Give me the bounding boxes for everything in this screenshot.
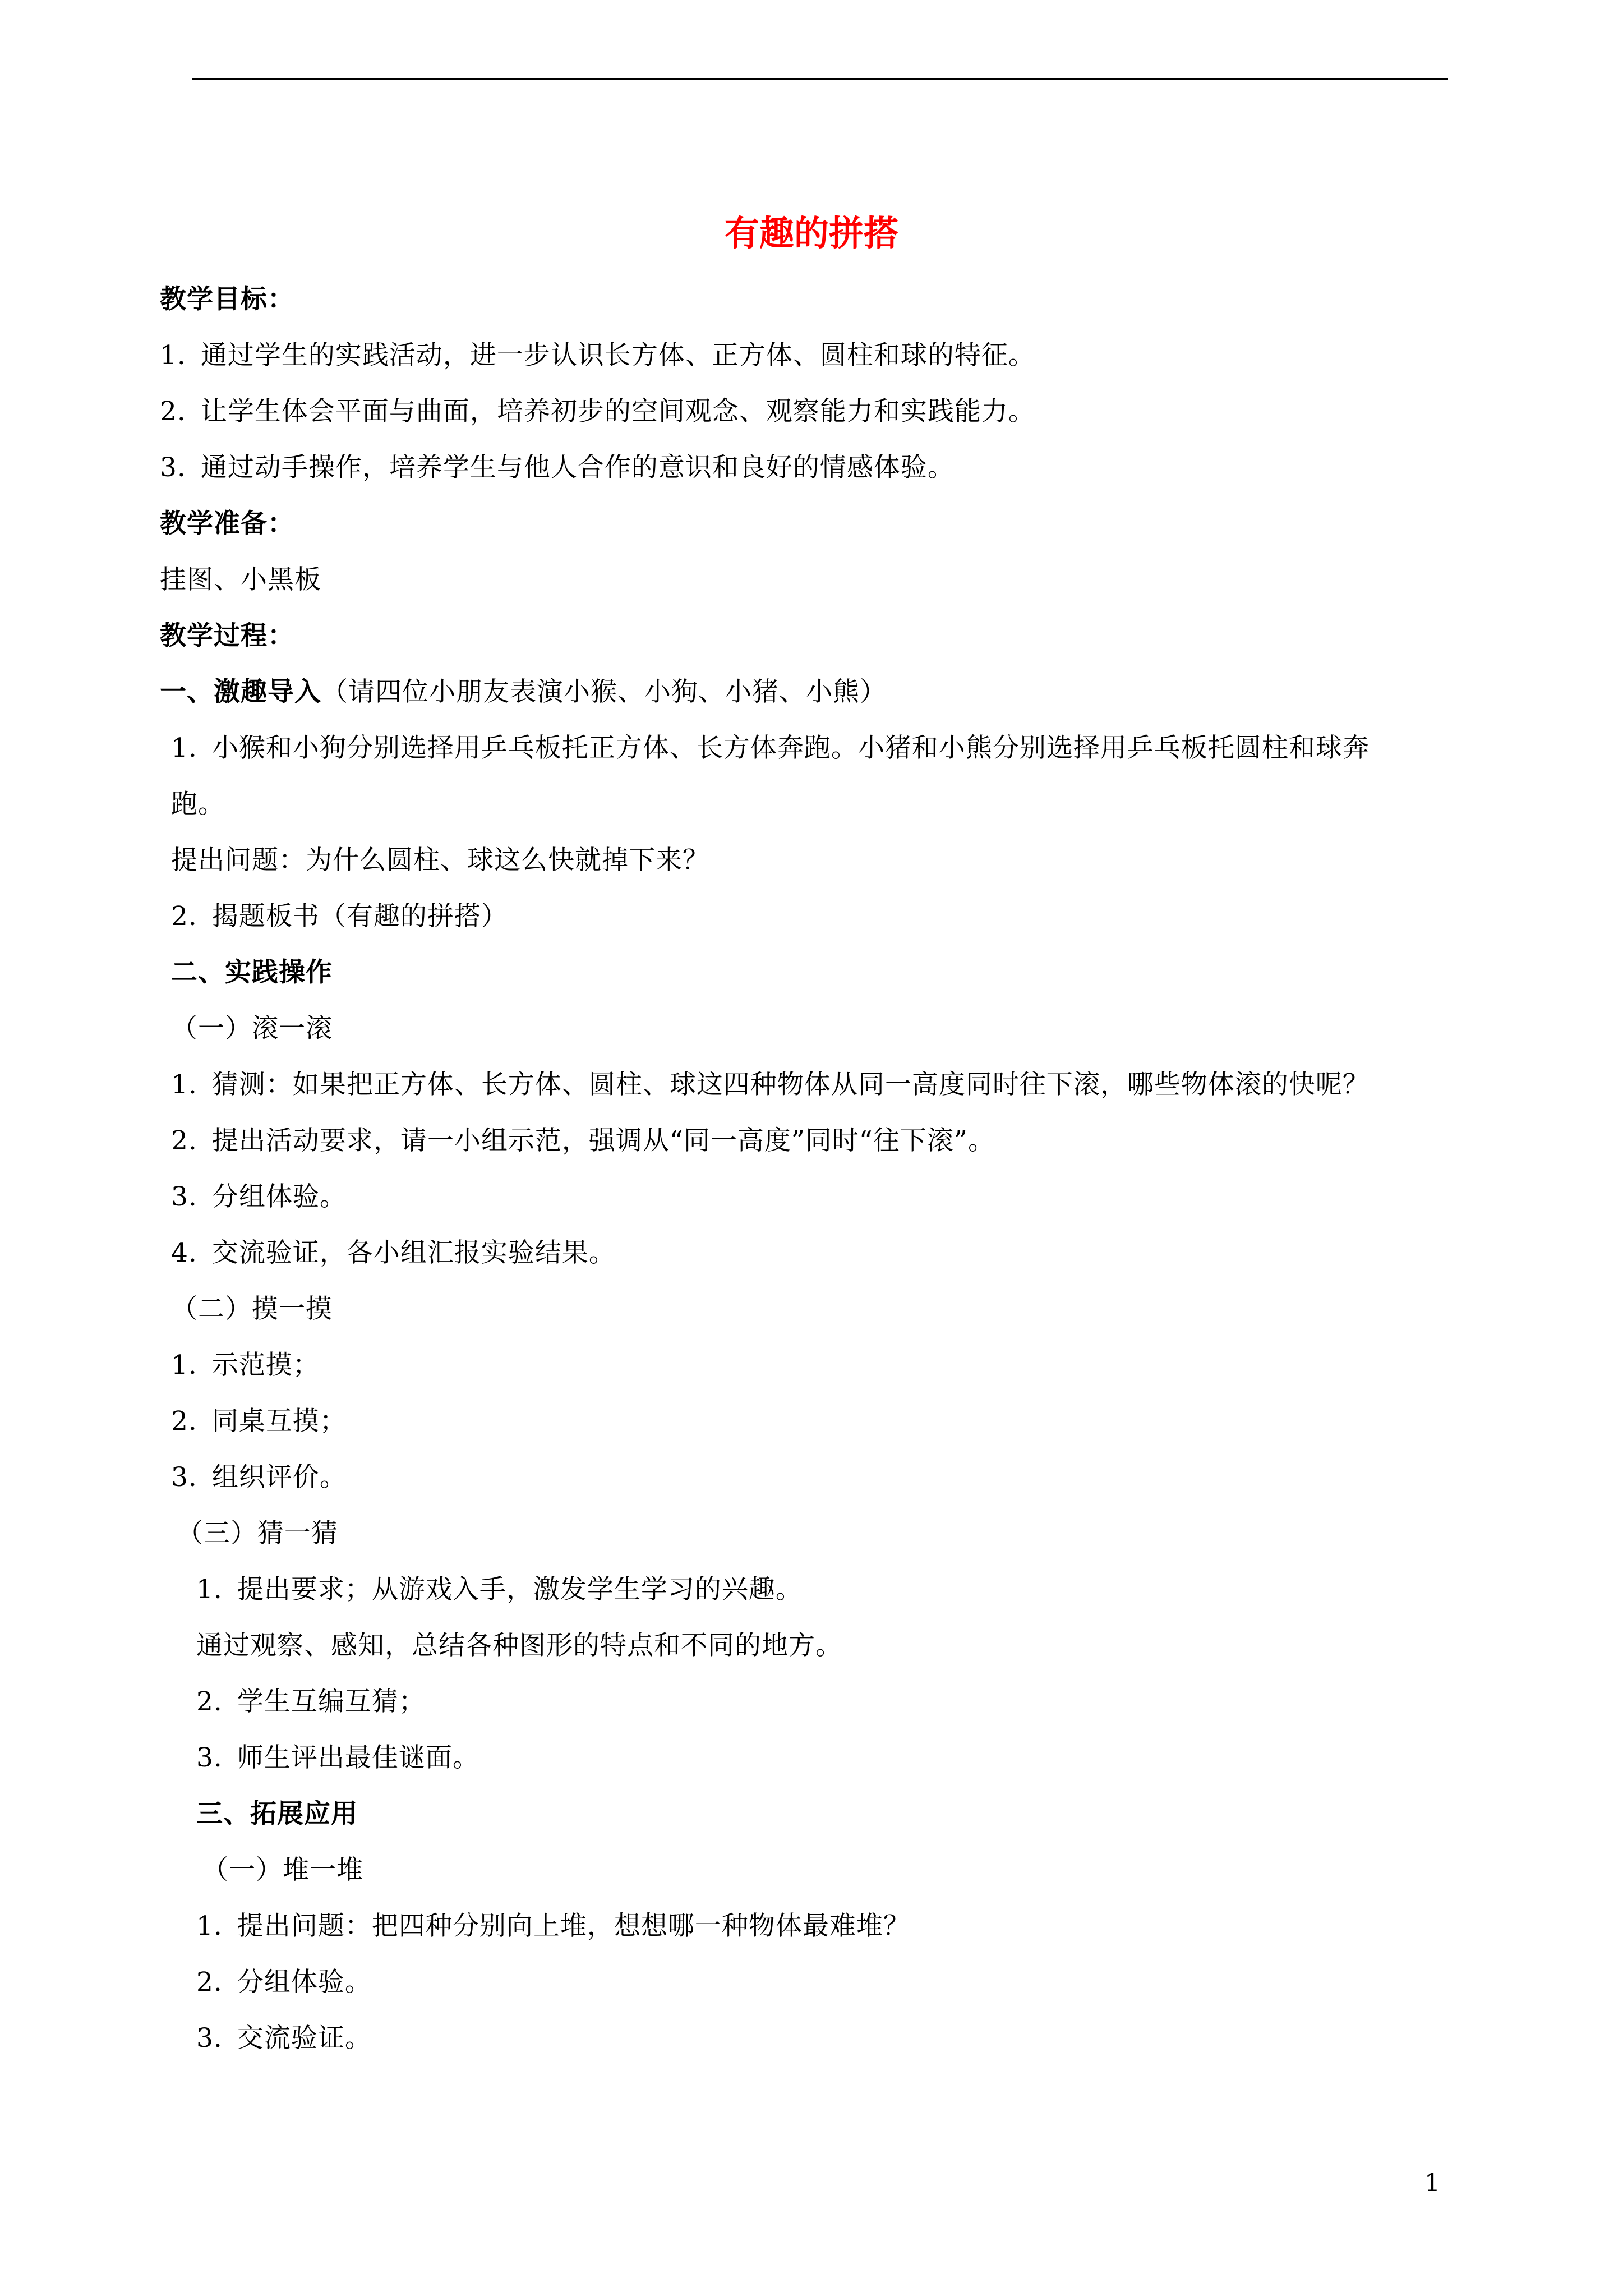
item-number: 2. [196, 1686, 223, 1717]
subsection-heading: （一）堆一堆 [202, 1855, 363, 1885]
item-text: 分组体验。 [237, 1967, 372, 1998]
item-text: 揭题板书（有趣的拼搭） [211, 901, 508, 932]
item-text: 小猴和小狗分别选择用乒乓板托正方体、长方体奔跑。小猪和小熊分别选择用乒乓板托圆柱和球奔 [211, 733, 1370, 763]
item-number: 1. [196, 1574, 223, 1605]
objective-item [160, 398, 1035, 425]
objective-item [160, 342, 1035, 369]
list-item [171, 1181, 347, 1212]
list-item [196, 2023, 372, 2054]
list-item [196, 1913, 910, 1939]
item-number: 2. [196, 1967, 223, 1998]
item-number: 3. [196, 2023, 223, 2054]
section-1-item [171, 735, 1370, 761]
list-item-continuation: 通过观察、感知，总结各种图形的特点和不同的地方。 [196, 1630, 842, 1661]
item-text: 交流验证。 [237, 2023, 372, 2054]
list-item [171, 1406, 347, 1437]
item-number: 3. [196, 1742, 223, 1773]
item-text: 提出活动要求，请一小组示范，强调从“同一高度”同时“往下滚”。 [211, 1125, 995, 1156]
item-number: 2. [171, 901, 197, 932]
page-number: 1 [1424, 2169, 1440, 2197]
section-1-heading [160, 679, 887, 705]
section-3-heading: 三、拓展应用 [196, 1798, 358, 1829]
section-1-item-continuation: 跑。 [171, 789, 225, 820]
item-number: 2. [171, 1125, 197, 1156]
header-rule [192, 78, 1448, 80]
item-text: 提出要求；从游戏入手，激发学生学习的兴趣。 [237, 1574, 803, 1605]
item-number: 1. [160, 340, 186, 371]
item-number: 1. [171, 1069, 197, 1100]
list-item [196, 1742, 479, 1773]
item-number: 4. [171, 1237, 197, 1268]
list-item [171, 1462, 347, 1493]
item-number: 3. [171, 1462, 197, 1493]
item-text: 让学生体会平面与曲面，培养初步的空间观念、观察能力和实践能力。 [200, 396, 1035, 427]
objectives-heading: 教学目标： [160, 284, 294, 315]
subsection-heading: （二）摸一摸 [171, 1294, 333, 1324]
item-text: 学生互编互猜； [237, 1686, 426, 1717]
subsection-heading: （一）滚一滚 [171, 1013, 333, 1044]
item-text: 示范摸； [211, 1350, 320, 1381]
item-text: 组织评价。 [211, 1462, 347, 1493]
list-item [171, 1125, 995, 1156]
subsection-heading: （三）猜一猜 [177, 1518, 338, 1549]
document-title: 有趣的拼搭 [724, 213, 898, 254]
item-number: 1. [171, 733, 197, 763]
list-item [196, 1688, 426, 1715]
item-text: 猜测：如果把正方体、长方体、圆柱、球这四种物体从同一高度同时往下滚，哪些物体滚的快呢？ [211, 1069, 1370, 1100]
list-item [171, 1350, 320, 1381]
section-1-item [171, 903, 508, 930]
objective-item [160, 454, 955, 481]
list-item [196, 1576, 803, 1603]
item-text: 师生评出最佳谜面。 [237, 1742, 479, 1773]
item-number: 3. [160, 452, 186, 483]
list-item [196, 1967, 372, 1998]
item-number: 1. [171, 1350, 197, 1381]
item-text: 通过动手操作，培养学生与他人合作的意识和良好的情感体验。 [200, 452, 955, 483]
list-item [171, 1071, 1370, 1098]
item-number: 2. [171, 1406, 197, 1437]
item-text: 提出问题：把四种分别向上堆，想想哪一种物体最难堆？ [237, 1911, 910, 1941]
item-text: 通过学生的实践活动，进一步认识长方体、正方体、圆柱和球的特征。 [200, 340, 1035, 371]
item-text: 分组体验。 [211, 1181, 347, 1212]
preparation-heading: 教学准备： [160, 508, 294, 539]
item-number: 1. [196, 1911, 223, 1941]
item-number: 3. [171, 1181, 197, 1212]
section-1-note: （请四位小朋友表演小猴、小狗、小猪、小熊） [321, 677, 887, 707]
preparation-text: 挂图、小黑板 [160, 564, 321, 595]
section-1-question: 提出问题：为什么圆柱、球这么快就掉下来？ [171, 845, 709, 876]
section-2-heading: 二、实践操作 [171, 957, 333, 988]
item-text: 交流验证，各小组汇报实验结果。 [211, 1237, 616, 1268]
item-number: 2. [160, 396, 186, 427]
item-text: 同桌互摸； [211, 1406, 347, 1437]
section-1-title: 一、激趣导入 [160, 677, 321, 707]
list-item [171, 1237, 616, 1268]
process-heading: 教学过程： [160, 620, 294, 651]
